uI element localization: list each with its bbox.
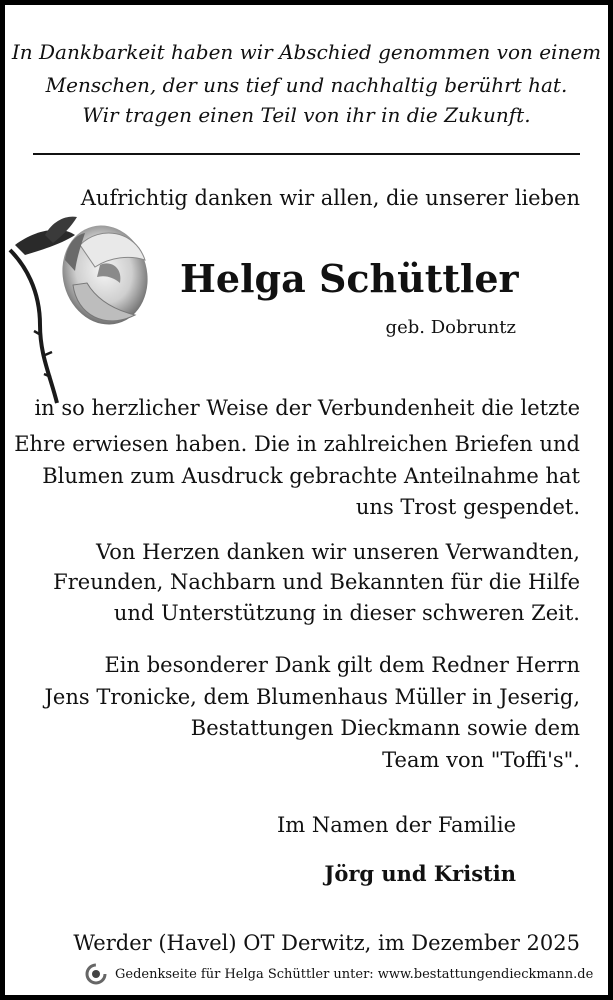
thanks-intro: Aufrichtig danken wir allen, die unserer lieben [80, 186, 580, 210]
paragraph1-line-4: uns Trost gespendet. [355, 495, 580, 519]
paragraph1-line-2: Ehre erwiesen haben. Die in zahlreichen Briefen und [14, 432, 580, 456]
place-date: Werder (Havel) OT Derwitz, im Dezember 2025 [73, 931, 580, 955]
paragraph3-line-3: Bestattungen Dieckmann sowie dem [190, 716, 580, 740]
maiden-name: geb. Dobruntz [385, 317, 516, 338]
top-divider [33, 153, 580, 155]
obituary-notice [5, 5, 608, 995]
paragraph2-line-3: und Unterstützung in dieser schweren Zeit. [113, 601, 580, 625]
paragraph3-line-4: Team von "Toffi's". [382, 748, 580, 772]
family-names: Jörg und Kristin [324, 861, 516, 886]
intro-line-2: Menschen, der uns tief und nachhaltig berührt hat. [45, 73, 568, 97]
paragraph1-line-1: in so herzlicher Weise der Verbundenheit die letzte [34, 396, 580, 420]
memorial-logo-icon [85, 963, 107, 985]
memorial-page-link[interactable]: Gedenkseite für Helga Schüttler unter: www.bestattungendieckmann.de [115, 966, 594, 982]
intro-line-3: Wir tragen einen Teil von ihr in die Zukunft. [82, 103, 531, 127]
deceased-name: Helga Schüttler [180, 256, 519, 301]
rose-icon [5, 205, 165, 405]
paragraph3-line-1: Ein besonderer Dank gilt dem Redner Herrn [104, 653, 580, 677]
paragraph3-line-2: Jens Tronicke, dem Blumenhaus Müller in Jeserig, [44, 685, 580, 709]
paragraph2-line-1: Von Herzen danken wir unseren Verwandten, [96, 540, 580, 564]
on-behalf-text: Im Namen der Familie [276, 813, 516, 837]
paragraph2-line-2: Freunden, Nachbarn und Bekannten für die Hilfe [53, 570, 580, 594]
footer [85, 963, 593, 985]
intro-line-1: In Dankbarkeit haben wir Abschied genommen von einem [11, 40, 602, 64]
paragraph1-line-3: Blumen zum Ausdruck gebrachte Anteilnahme hat [42, 464, 580, 488]
